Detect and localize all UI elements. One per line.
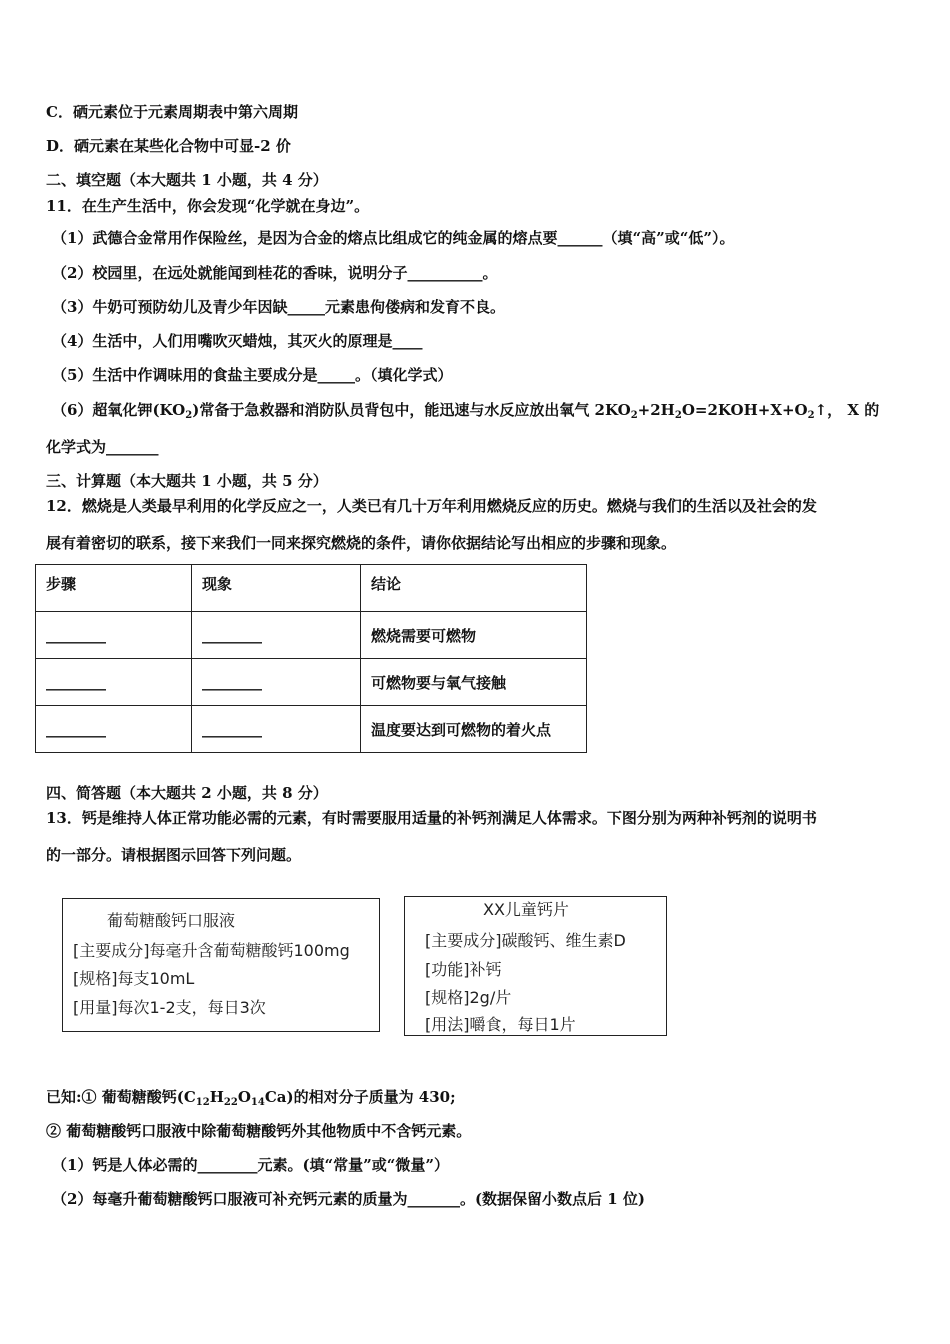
label-2-spec: [规格]2g/片 <box>425 988 512 1007</box>
label-1-ingredients: [主要成分]每毫升含葡萄糖酸钙100mg <box>73 941 350 960</box>
question-11-part-1: （1）武德合金常用作保险丝，是因为合金的熔点比组成它的纯金属的熔点要______（填“高”或“低”）。 <box>52 229 735 247</box>
label-1-spec: [规格]每支10mL <box>73 969 195 988</box>
step-blank: ________ <box>36 659 192 706</box>
question-13-line-2: 的一部分。请根据图示回答下列问题。 <box>46 846 302 864</box>
question-13-part-2: （2）每毫升葡萄糖酸钙口服液可补充钙元素的质量为_______。(数据保留小数点后 1 位) <box>52 1190 646 1208</box>
question-11-part-4: （4）生活中，人们用嘴吹灭蜡烛，其灭火的原理是____ <box>52 332 423 350</box>
section-heading-fill-in: 二、填空题（本大题共 1 小题，共 4 分） <box>46 171 328 189</box>
table-header-row <box>36 565 587 612</box>
label-2-usage: [用法]嚼食，每日1片 <box>425 1015 576 1034</box>
question-11-stem: 11．在生产生活中，你会发现“化学就在身边”。 <box>46 197 370 215</box>
known-condition-2: ② 葡萄糖酸钙口服液中除葡萄糖酸钙外其他物质中不含钙元素。 <box>46 1122 472 1140</box>
question-12-line-1: 12．燃烧是人类最早利用的化学反应之一，人类已有几十万年利用燃烧反应的历史。燃烧与我们的生活以及社会的发 <box>46 497 817 515</box>
question-12-line-2: 展有着密切的联系，接下来我们一同来探究燃烧的条件，请你依据结论写出相应的步骤和现象。 <box>46 534 677 552</box>
step-blank: ________ <box>36 612 192 659</box>
question-13-part-1: （1）钙是人体必需的________元素。(填“常量”或“微量”） <box>52 1156 450 1174</box>
header-step: 步骤 <box>36 565 192 612</box>
phenomenon-blank: ________ <box>192 612 361 659</box>
option-d: D．硒元素在某些化合物中可显-2 价 <box>46 137 291 155</box>
question-13-line-1: 13．钙是维持人体正常功能必需的元素，有时需要服用适量的补钙剂满足人体需求。下图分别为两种补钙剂的说明书 <box>46 809 817 827</box>
header-conclusion: 结论 <box>361 565 587 612</box>
label-1-dosage: [用量]每次1-2支，每日3次 <box>73 998 266 1017</box>
question-11-part-6-continued: 化学式为_______ <box>46 438 159 456</box>
children-calcium-tablet-label <box>404 896 667 1036</box>
section-heading-short-answer: 四、简答题（本大题共 2 小题，共 8 分） <box>46 784 328 802</box>
question-11-part-2: （2）校园里，在远处就能闻到桂花的香味，说明分子__________。 <box>52 264 498 282</box>
question-11-part-5: （5）生活中作调味用的食盐主要成分是_____。（填化学式） <box>52 366 453 384</box>
step-blank: ________ <box>36 706 192 753</box>
combustion-table <box>35 564 587 753</box>
label-2-function: [功能]补钙 <box>425 960 502 979</box>
section-heading-calculation: 三、计算题（本大题共 1 小题，共 5 分） <box>46 472 328 490</box>
calcium-gluconate-label <box>62 898 380 1032</box>
label-2-ingredients: [主要成分]碳酸钙、维生素D <box>425 931 626 950</box>
question-11-part-6: （6）超氧化钾$(KO_2)$常备于急救器和消防队员背包中，能迅速与水反应放出氧气 $2KO_2+2H_2O=2KOH+X+O_2↑$， X 的 <box>52 401 880 421</box>
conclusion-cell: 温度要达到可燃物的着火点 <box>361 706 587 753</box>
known-condition-1: 已知:① 葡萄糖酸钙$(C_{12}H_{22}O_{14}Ca)$的相对分子质量为 430; <box>46 1088 456 1108</box>
table-row <box>36 659 587 706</box>
label-2-title: XX儿童钙片 <box>483 900 569 919</box>
conclusion-cell: 燃烧需要可燃物 <box>361 612 587 659</box>
phenomenon-blank: ________ <box>192 659 361 706</box>
question-11-part-3: （3）牛奶可预防幼儿及青少年因缺_____元素患佝偻病和发育不良。 <box>52 298 505 316</box>
header-phenomenon: 现象 <box>192 565 361 612</box>
table-row <box>36 706 587 753</box>
label-1-title: 葡萄糖酸钙口服液 <box>107 911 236 930</box>
phenomenon-blank: ________ <box>192 706 361 753</box>
option-c: C．硒元素位于元素周期表中第六周期 <box>46 103 298 121</box>
conclusion-cell: 可燃物要与氧气接触 <box>361 659 587 706</box>
table-row <box>36 612 587 659</box>
